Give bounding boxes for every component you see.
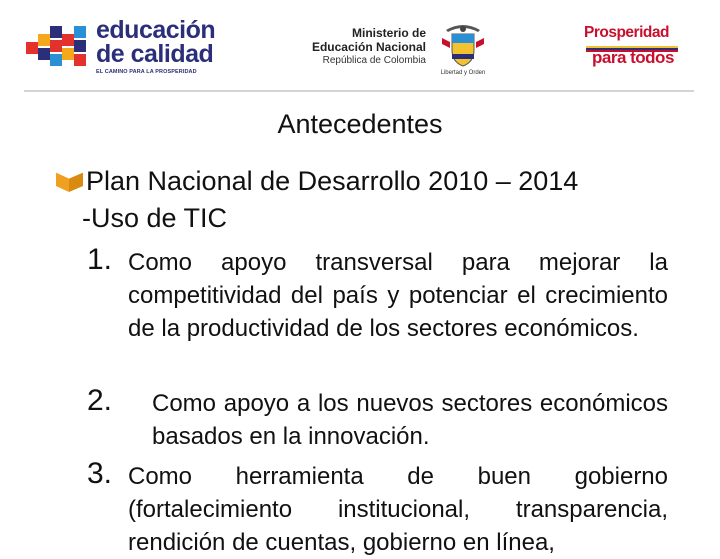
coat-of-arms-icon [438,20,488,70]
item-number: 1. [87,243,113,276]
bullet-arrow-icon [55,168,85,194]
sub-bullet-uso-tic: -Uso de TIC [82,203,228,233]
ministerio-line3: República de Colombia [322,55,426,66]
item-number: 2. [87,384,113,417]
logo-tagline: EL CAMINO PARA LA PROSPERIDAD [96,69,197,75]
ministerio-line1: Ministerio de [351,26,426,40]
list-item: Como apoyo transversal para mejorar la competitividad del país y potenciar el crecimiento de la productividad de los sectores económicos. [128,249,668,342]
ministerio-line2: Educación Nacional [311,40,426,54]
shield-caption: Libertad y Orden [440,70,486,76]
slide-header [0,0,720,92]
educacion-de-calidad-logo [24,16,224,76]
ministerio-logo [294,20,494,82]
item-number: 3. [87,457,113,490]
logo-line-educacion: educación [96,16,216,44]
bullet-plan-nacional: Plan Nacional de Desarrollo 2010 – 2014 [86,166,579,196]
prosperidad-line2: para todos [592,48,674,67]
list-item-text: Como apoyo a los nuevos sectores económicos basados en la innovación. [152,390,668,450]
list-item [128,387,668,453]
education-cubes-icon [24,24,90,74]
logo-line-de-calidad: de calidad [96,40,214,68]
slide-title [0,108,720,140]
slide-title-text: Antecedentes [277,109,443,139]
list-item: Como herramienta de buen gobierno (fortalecimiento institucional, transparencia, rendición de cuentas, gobierno en línea, [128,463,668,556]
prosperidad-logo [584,18,684,80]
header-divider [24,90,694,92]
prosperidad-line1: Prosperidad [584,24,669,41]
